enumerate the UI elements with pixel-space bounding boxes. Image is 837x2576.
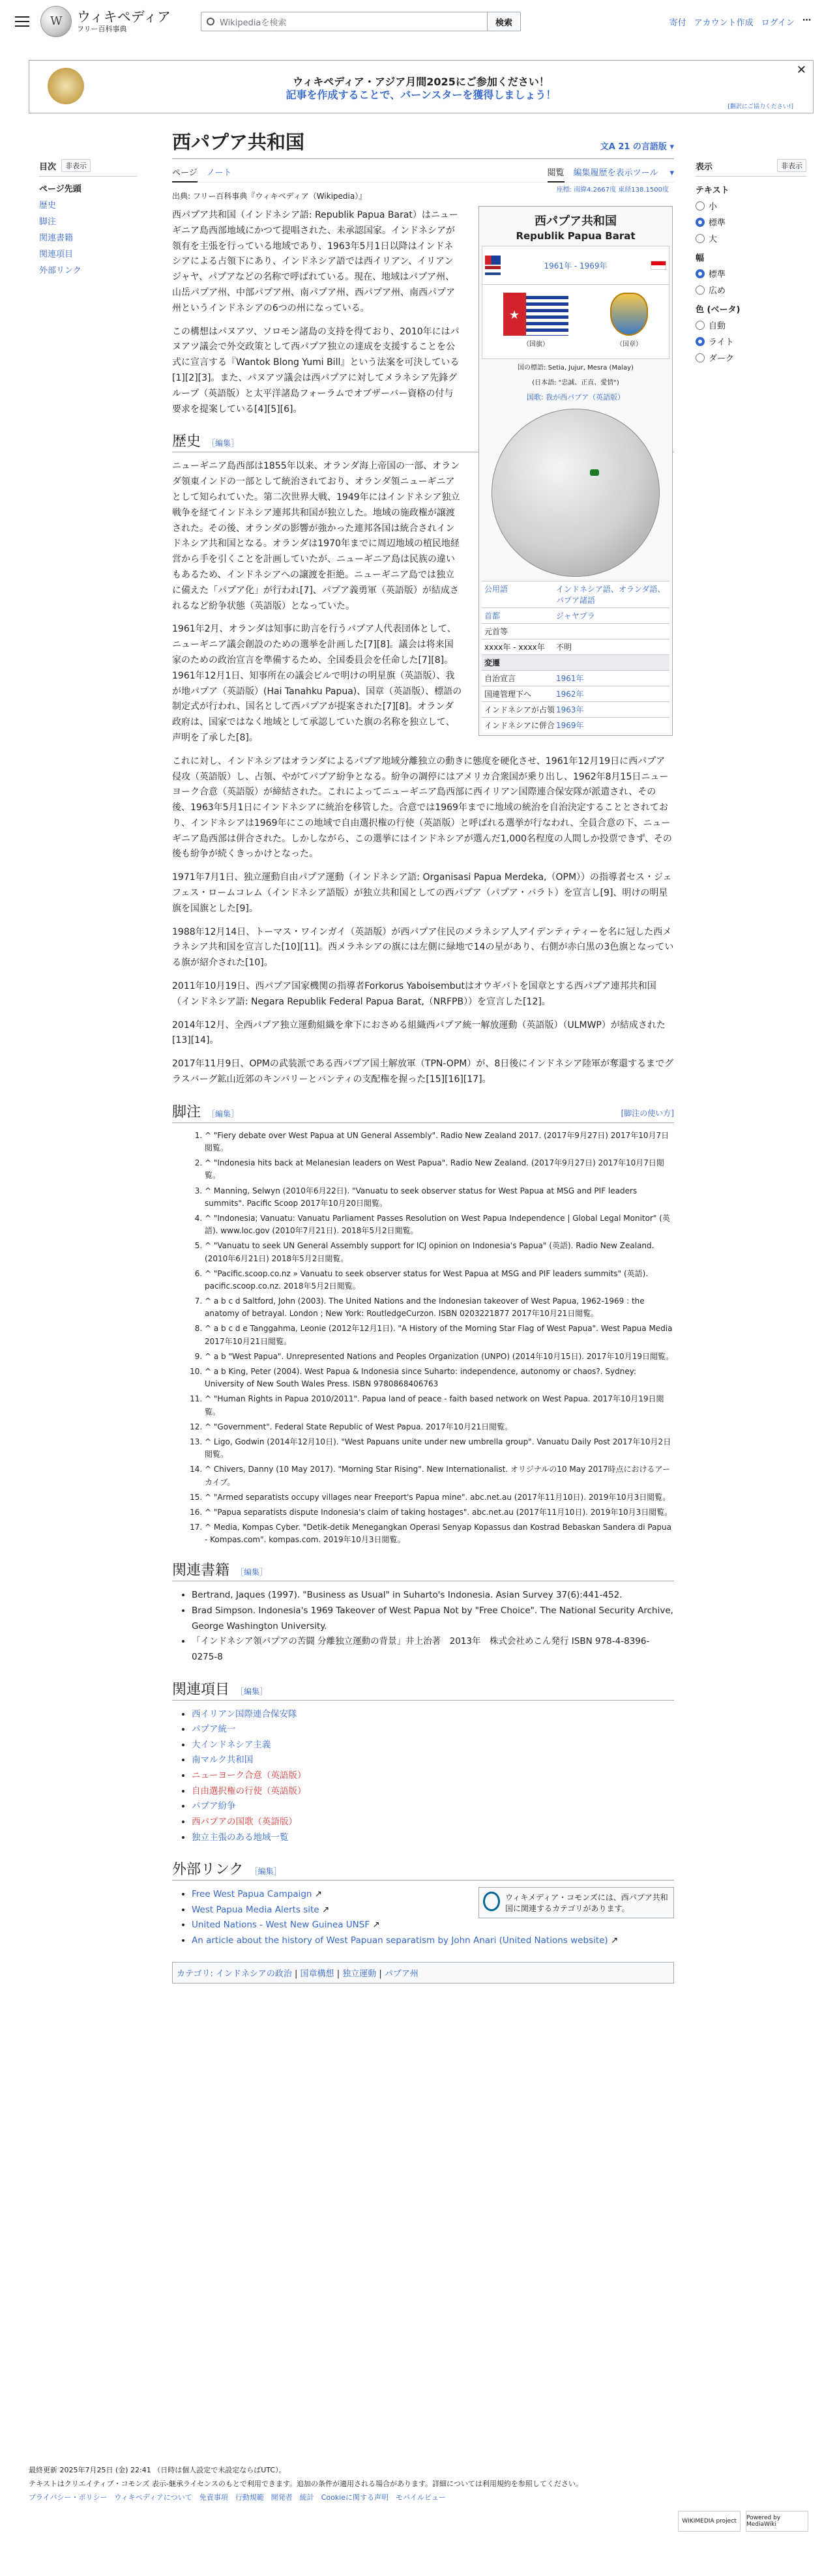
toc-item-related[interactable]: 関連項目 [39, 250, 74, 259]
category-box: カテゴリ: インドネシアの政治 | 国章構想 | 独立運動 | パプア州 [172, 1962, 674, 1983]
external-link[interactable]: West Papua Media Alerts site [192, 1904, 319, 1915]
commons-text[interactable]: ウィキメディア・コモンズには、西パプア共和国に関連するカテゴリがあります。 [505, 1893, 668, 1914]
history-paragraph: 2017年11月9日、OPMの武装派である西パプア国土解放軍（TPN-OPM）が、8日後にインドネシア陸軍が奪還するまでグラスバーグ鉱山近郊のキンバリーとバンティの支配権を握った[15][16][17]。 [172, 1059, 674, 1085]
toc-item-top[interactable]: ページ先頭 [39, 184, 81, 194]
search-form [201, 12, 521, 31]
book-item: • 「インドネシア領パプアの苦闘 分離独立運動の背景」井上治著 2013年 株式会社めこん発行 ISBN 978-4-8396-0275-8 [192, 1634, 674, 1665]
history-paragraph: 1988年12月14日、トーマス・ワインガイ（英語版）が西パプア住民のメラネシア人アイデンティティーを名に冠した西メラネシア共和国を宣言した[10][11]。西メラネシアの旗には左側に緑地で14の星があり、右側が赤白黒の3色旗となっている旗が紹介された[10]。 [172, 926, 674, 969]
category-label[interactable]: カテゴリ: [177, 1969, 213, 1979]
search-icon [207, 18, 214, 25]
section-notes: 脚注 ［編集］ [脚注の使い方] [172, 1101, 674, 1123]
history-paragraph: 1971年7月1日、独立運動自由パプア運動（インドネシア語: Organisasi Papua Merdeka,（OPM））の指導者セス・ジェフェス・ロームコレム（インドネシア語版）が独立共和国としての西パプア（パプア・バラト）を宣言し[9]、明けの明星旗を国旗とした[9]。 [172, 872, 672, 914]
related-link[interactable]: 南マルク共和国 [192, 1755, 254, 1766]
last-modified: 最終更新 2025年7月25日 (金) 22:41 （日時は個人設定で未設定ならばUTC）。 [29, 2466, 286, 2474]
external-link[interactable]: Free West Papua Campaign [192, 1889, 312, 1900]
article [172, 128, 674, 1983]
section-related: 関連項目 ［編集］ [172, 1678, 674, 1701]
wikimedia-badge[interactable]: WIKIMEDIA project [678, 2511, 741, 2532]
ib-lang-key[interactable]: 公用語 [484, 585, 508, 594]
reference-item[interactable]: 1. ^ "Fiery debate over West Papua at UN General Assembly". Radio New Zealand 2017. (2017年9月27日) 2017年10月7日閲覧。 [205, 1130, 674, 1154]
edit-section-link[interactable]: ［編集］ [236, 1686, 268, 1696]
related-link[interactable]: パプア紛争 [192, 1801, 236, 1812]
ib-hist-key: インドネシアに併合 [484, 721, 555, 730]
banner-line2[interactable]: 記事を作成することで、バーンスターを獲得しましょう！ [286, 89, 557, 101]
motto: 国の標語: Setia, Jujur, Mesra (Malay) [518, 364, 634, 372]
location-globe-map[interactable] [492, 409, 660, 577]
anthem-link[interactable]: 国歌: 我が西パプア（英語版） [526, 393, 625, 402]
user-links [669, 16, 811, 28]
reference-item[interactable]: 4. ^ "Indonesia; Vanuatu: Vanuatu Parliament Passes Resolution on West Papua Independence | Global Legal Monitor" (英語). www.loc.gov (2010年7月21日). 2018年5月2日閲覧。 [205, 1212, 674, 1237]
footer [29, 2464, 811, 2505]
book-item: • Bertrand, Jaques (1997). "Business as Usual" in Suharto's Indonesia. Asian Survey 37(6):441-452. [192, 1588, 674, 1603]
tab-talk[interactable]: ノート [206, 168, 232, 178]
infobox-flags [482, 285, 669, 359]
color-light-radio[interactable]: ライト [696, 335, 806, 347]
width-standard-radio[interactable]: 標準 [696, 267, 806, 280]
reference-item[interactable]: 6. ^ "Pacific.scoop.co.nz » Vanuatu to seek observer status for West Papua at MSG and PIF leaders summits" (英語). pacific.scoop.co.nz. 2018年5月2日閲覧。 [205, 1268, 674, 1293]
external-list: • Free West Papua Campaign ↗ • West Papua Media Alerts site ↗ • United Nations - West New Guinea UNSF ↗ • An article about the history of West Papuan separatism by John Anari (United Nations website) ↗ [172, 1887, 459, 1949]
login-link[interactable]: ログイン [761, 18, 795, 28]
tab-history[interactable]: 履歴を表示 [590, 168, 633, 178]
related-link[interactable]: 西パプアの国歌（英語版） [192, 1816, 297, 1827]
language-button[interactable]: 文A 21 の言語版 ▾ [600, 142, 674, 152]
history-paragraph: 2011年10月19日、西パプア国家機関の指導者Forkorus Yaboisembutはオウギバトを国章とする西パプア連邦共和国（インドネシア語: Negara Republik Federal Papua Barat,（NRFPB））を宣言した[12]。 [172, 981, 656, 1007]
header [0, 0, 837, 43]
commons-box [478, 1887, 674, 1918]
toc-item-notes[interactable]: 脚注 [39, 217, 57, 227]
infobox [478, 206, 673, 736]
width-wide-radio[interactable]: 広め [696, 284, 806, 296]
footer-badges [678, 2511, 808, 2532]
reference-item[interactable]: 5. ^ "Vanuatu to seek UN General Assembly support for ICJ opinion on Indonesia's Papua" (英語). Radio New Zealand. (2010年6月21日) 2018年5月2日閲覧。 [205, 1240, 674, 1265]
sitenotice-banner [29, 60, 814, 113]
related-list [172, 1707, 674, 1846]
text-large-radio[interactable]: 大 [696, 232, 806, 244]
color-label: 色 (ベータ) [696, 305, 741, 315]
license-text: テキストはクリエイティブ・コモンズ 表示-継承ライセンスのもとで利用できます。追加の条件が適用される場合があります。詳細については利用規約を参照してください。 [29, 2479, 583, 2488]
toc-hide-button[interactable]: 非表示 [61, 159, 91, 172]
history-paragraph: 2014年12月、全西パプア独立運動組織を傘下におさめる組織西パプア統一解放運動（英語版）（ULMWP）が結成された[13][14]。 [172, 1019, 666, 1046]
appearance-panel [696, 159, 806, 368]
reference-item[interactable]: 11. ^ "Human Rights in Papua 2010/2011". Papua land of peace - faith based network on West Papua. 2017年10月19日閲覧。 [205, 1393, 674, 1418]
ib-hist-val[interactable]: 1963年 [556, 705, 584, 714]
site-name: ウィキペディア [77, 9, 171, 25]
edit-section-link[interactable]: ［編集］ [236, 1568, 268, 1577]
edit-section-link[interactable]: ［編集］ [207, 439, 239, 448]
prev-flag-icon[interactable] [485, 256, 501, 265]
more-icon[interactable]: ⋯ [802, 16, 811, 25]
lead-paragraph: 西パプア共和国（インドネシア語: Republik Papua Barat）はニューギニア島西部地域にかつて提唱された、未承認国家。インドネシアが領有を主張を行っている地域であり、1963年5月1日以降はインドネシアによる占領下にあり、インドネシア語では西イリアン、イリアンジャヤ、パプアなどの名称で呼ばれている。現在、地域はパプア州、山岳パプア州、中部パプア州、南パプア州、西パプア州、南西パプア州というインドネシアの6つの州になっている。 [172, 210, 458, 314]
related-link[interactable]: 西イリアン国際連合保安隊 [192, 1708, 297, 1720]
book-item: • Brad Simpson. Indonesia's 1969 Takeover of West Papua Not by "Free Choice". The National Security Archive, George Washington University. [192, 1603, 674, 1634]
infobox-subtitle: Republik Papua Barat [516, 230, 636, 242]
next-flag-icon[interactable] [651, 261, 666, 270]
category-link[interactable]: 独立運動 [342, 1969, 377, 1979]
reference-item[interactable]: 9. ^ a b "West Papua". Unrepresented Nations and Peoples Organization (UNPO) (2014年10月15日). 2017年10月19日閲覧。 [205, 1351, 674, 1363]
emblem-icon[interactable] [610, 293, 648, 336]
page-title: 西パプア共和国 [172, 131, 305, 153]
banner-line1: ウィキペディア・アジア月間2025にご参加ください！ [293, 76, 550, 88]
reference-item[interactable]: 2. ^ "Indonesia hits back at Melanesian leaders on West Papua". Radio New Zealand. (2017年9月27日) 2017年10月7日閲覧。 [205, 1157, 674, 1182]
ib-head-val [556, 626, 667, 637]
emblem-caption[interactable]: （国章） [616, 341, 642, 348]
appearance-title: 表示 [696, 162, 713, 172]
edit-section-link[interactable]: ［編集］ [250, 1867, 282, 1877]
history-paragraph: 1961年2月、オランダは知事に助言を行うパプア人代表団体として、ニューギニア議会創設のための選挙を計画した[7][8]。議会は将来国家のための政治宣言を準備するため、全国委員会を任命した[7][8]。1961年12月1日、知事所在の議会ビルで明けの明星旗（英語版）、我が地パプア（英語版）(Hai Tanahku Papua)、国章（英語版）、標語の制定式が行われ、国名として西パプアが提案された[7][8]。オランダ政府は、国家ではなく地域として承認していた旗の名称を独立して、声明を了承した[8]。 [172, 624, 462, 743]
infobox-title: 西パプア共和国 [535, 214, 617, 228]
ib-term-key: xxxx年 - xxxx年 [484, 643, 545, 652]
section-external: 外部リンク ［編集］ [172, 1858, 674, 1881]
coordinates[interactable]: 座標: 南緯4.2667度 東経138.1500度 [556, 186, 669, 194]
menu-icon[interactable] [13, 12, 31, 31]
width-label: 幅 [696, 254, 705, 263]
ib-history-header: 変遷 [482, 654, 669, 670]
flag-caption[interactable]: （国旗） [523, 341, 549, 348]
reference-item[interactable]: 12. ^ "Government". Federal State Republic of West Papua. 2017年10月21日閲覧。 [205, 1421, 674, 1433]
related-link[interactable]: ニューヨーク合意（英語版） [192, 1770, 306, 1781]
tab-edit[interactable]: 編集 [573, 168, 591, 178]
references-list [172, 1130, 674, 1547]
ib-head-key: 元首等 [484, 627, 508, 636]
reference-item[interactable]: 15. ^ "Armed separatists occupy villages near Freeport's Papua mine". abc.net.au (2017年11月10日). 2019年10月3日閲覧。 [205, 1491, 674, 1504]
reference-item[interactable]: 10. ^ a b King, Peter (2004). West Papua & Indonesia since Suharto: independence, autonomy or chaos?. Sydney: University of New South Wales Press. ISBN 9780868406763 [205, 1366, 674, 1390]
ib-hist-val[interactable]: 1969年 [556, 721, 584, 730]
books-list [172, 1588, 674, 1665]
reference-item[interactable]: 3. ^ Manning, Selwyn (2010年6月22日). "Vanuatu to seek observer status for West Papua at MSG and PIF leaders summits". Pacific Scoop 2017年10月20日閲覧。 [205, 1185, 674, 1210]
page-tabs [172, 166, 674, 183]
color-dark-radio[interactable]: ダーク [696, 351, 806, 364]
search-placeholder: Wikipediaを検索 [220, 18, 287, 28]
category-link[interactable]: 国章構想 [300, 1969, 334, 1979]
morning-star-flag-icon[interactable]: ★ [503, 293, 568, 336]
ib-capital-val[interactable]: ジャヤプラ [556, 611, 595, 621]
toc-item-books[interactable]: 関連書籍 [39, 233, 74, 243]
section-books: 関連書籍 ［編集］ [172, 1559, 674, 1581]
toc-item-external[interactable]: 外部リンク [39, 266, 81, 276]
banner-translate-link[interactable]: [翻訳にご協力ください!] [727, 104, 793, 110]
history-paragraph: ニューギニア島西部は1855年以来、オランダ海上帝国の一部、オランダ領東インドの一部として統治されており、オランダ領ニューギニアとして知られていた。第二次世界大戦、1949年にはインドネシア独立戦争を経てインドネシア連邦共和国が独立した。地域の施政権が譲渡された。その後、オランダの影響が強かった連邦各国は統合されインドネシア共和国となる。オランダは1970年までに周辺地域の植民地経営から手を引くことを計画していたが、ニューギニア島は民族の違いもあるため、インドネシアへの譲渡を拒絶。ニューギニア島では独立に備えた「パプア化」が行われ[7]、パプア義勇軍（英語版）が結成されるなど紛争状態（英語版）となっていた。 [172, 461, 460, 611]
footer-links[interactable]: プライバシー・ポリシー ウィキペディアについて 免責事項 行動規範 開発者 統計 Cookieに関する声明 モバイルビュー [29, 2493, 447, 2502]
tools-menu[interactable]: ツール ▾ [632, 168, 674, 178]
ib-capital-key[interactable]: 首都 [484, 611, 501, 621]
infobox-years[interactable]: 1961年 - 1969年 [544, 261, 608, 271]
reference-item[interactable]: 7. ^ a b c d Saltford, John (2003). The United Nations and the Indonesian takeover of West Papua, 1962-1969 : the anatomy of betrayal. London ; New York: RoutledgeCurzon. ISBN 0203221877 2017年10月21日閲覧。 [205, 1295, 674, 1320]
external-link[interactable]: United Nations - West New Guinea UNSF [192, 1920, 370, 1931]
appearance-hide-button[interactable]: 非表示 [777, 159, 806, 172]
text-small-radio[interactable]: 小 [696, 199, 806, 212]
section-history: 歴史 ［編集］ [172, 430, 674, 452]
motto-translation: (日本語: "忠誠、正直、愛情") [532, 379, 619, 387]
related-link[interactable]: 自由選択権の行使（英語版） [192, 1785, 306, 1796]
reference-item[interactable]: 14. ^ Chivers, Danny (10 May 2017). "Morning Star Rising". New Internationalist. オリジナルの10 May 2017時点におけるアーカイブ。 [205, 1463, 674, 1488]
ib-hist-val[interactable]: 1962年 [556, 690, 584, 699]
commons-icon [483, 1892, 500, 1911]
ib-hist-val[interactable]: 1961年 [556, 674, 584, 683]
tab-read[interactable]: 閲覧 [548, 168, 565, 183]
search-input[interactable] [201, 12, 488, 31]
ib-hist-key: 自治宣言 [484, 674, 516, 683]
lead-paragraph-2: この構想はパヌアツ、ソロモン諸島の支持を得ており、2010年にはパヌアツ議会で外交政策として西パプア独立の達成を支援することを公式に宣言する『Wantok Blong Yumi Bill』という法案を可決している[1][2][3]。また、パヌアツ議会は西パプアに対してメラネシア先鋒グループ（英語版）と太平洋諸島フォーラムでオブザーバー資格の付与要求を提案している[4][5][6]。 [172, 326, 460, 415]
table-of-contents [39, 159, 137, 280]
ib-lang-val[interactable]: インドネシア語、オランダ語、パプア諸語 [556, 585, 666, 605]
tab-page[interactable]: ページ [172, 168, 198, 183]
ib-hist-key: 国連管理下へ [484, 690, 532, 699]
site-sub: フリー百科事典 [77, 24, 127, 33]
reference-item[interactable]: 17. ^ Media, Kompas Cyber. "Detik-detik Menegangkan Operasi Senyap Kopassus dan Kostrad Bebaskan Sandera di Papua - Kompas.com". kompas.com. 2019年10月3日閲覧。 [205, 1521, 674, 1546]
reference-item[interactable]: 13. ^ Ligo, Godwin (2014年12月10日). "West Papuans unite under new umbrella group". Vanuatu Daily Post 2017年10月2日閲覧。 [205, 1436, 674, 1461]
text-standard-radio[interactable]: 標準 [696, 216, 806, 228]
reference-item[interactable]: 16. ^ "Papua separatists dispute Indonesia's claim of taking hostages". abc.net.au (2017年11月10日). 2019年10月3日閲覧。 [205, 1506, 674, 1519]
donate-link[interactable]: 寄付 [669, 18, 686, 28]
history-paragraph: これに対し、インドネシアはオランダによるパプア地域分離独立の動きに態度を硬化させ、1961年12月19日に西パプア侵攻（英語版）し、占領、やがてパプア紛争となる。紛争の調停にはアメリカ合衆国が乗り出し、1962年8月15日ニューヨーク合意（英語版）が締結された。これによってニューギニア島西部に西イリアン国際連合保安隊が派遣され、その後、1963年5月1日にインドネシアに統治を移管した。合意では1969年までに地域の統治を自治決定することとされており、インドネシアは1969年にこの地域で自由選択権の行使（英語版）と呼ばれる選挙が行なわれ、全員合意の下、ニューギニア島西部は併合された。しかしながら、この選挙にはインドネシアが選んだ1,000名程度の人間しか投票できず、その後も紛争が続くきっかけとなった。 [172, 755, 672, 860]
ib-hist-key: インドネシアが占領 [484, 705, 555, 714]
color-auto-radio[interactable]: 自動 [696, 319, 806, 331]
category-link[interactable]: インドネシアの政治 [216, 1969, 292, 1979]
related-link[interactable]: パプア統一 [192, 1724, 236, 1735]
external-link[interactable]: An article about the history of West Papuan separatism by John Anari (United Nations website) [192, 1935, 608, 1946]
notes-usage-link[interactable]: [脚注の使い方] [621, 1108, 674, 1118]
search-button[interactable]: 検索 [488, 12, 521, 31]
reference-item[interactable]: 8. ^ a b c d e Tanggahma, Leonie (2012年12月1日). "A History of the Morning Star Flag of West Papua". West Papua Media 2017年10月21日閲覧。 [205, 1323, 674, 1347]
toc-item-history[interactable]: 歴史 [39, 201, 57, 211]
prev-flag2-icon[interactable] [485, 266, 501, 275]
infobox-succession [482, 246, 669, 285]
create-account-link[interactable]: アカウント作成 [694, 18, 754, 28]
related-link[interactable]: 独立主張のある地域一覧 [192, 1832, 289, 1843]
related-link[interactable]: 大インドネシア主義 [192, 1739, 271, 1750]
text-size-label: テキスト [696, 186, 729, 196]
wikipedia-logo[interactable] [40, 6, 72, 37]
mediawiki-badge[interactable]: Powered by MediaWiki [746, 2511, 808, 2532]
edit-section-link[interactable]: ［編集］ [207, 1109, 239, 1119]
toc-title: 目次 [39, 162, 57, 172]
from-line: 出典: フリー百科事典『ウィキペディア（Wikipedia）』 [172, 192, 367, 201]
ib-term-val: 不明 [556, 643, 572, 652]
site-title[interactable] [77, 10, 171, 33]
category-link[interactable]: パプア州 [384, 1969, 419, 1979]
close-icon[interactable]: ✕ [796, 63, 806, 77]
